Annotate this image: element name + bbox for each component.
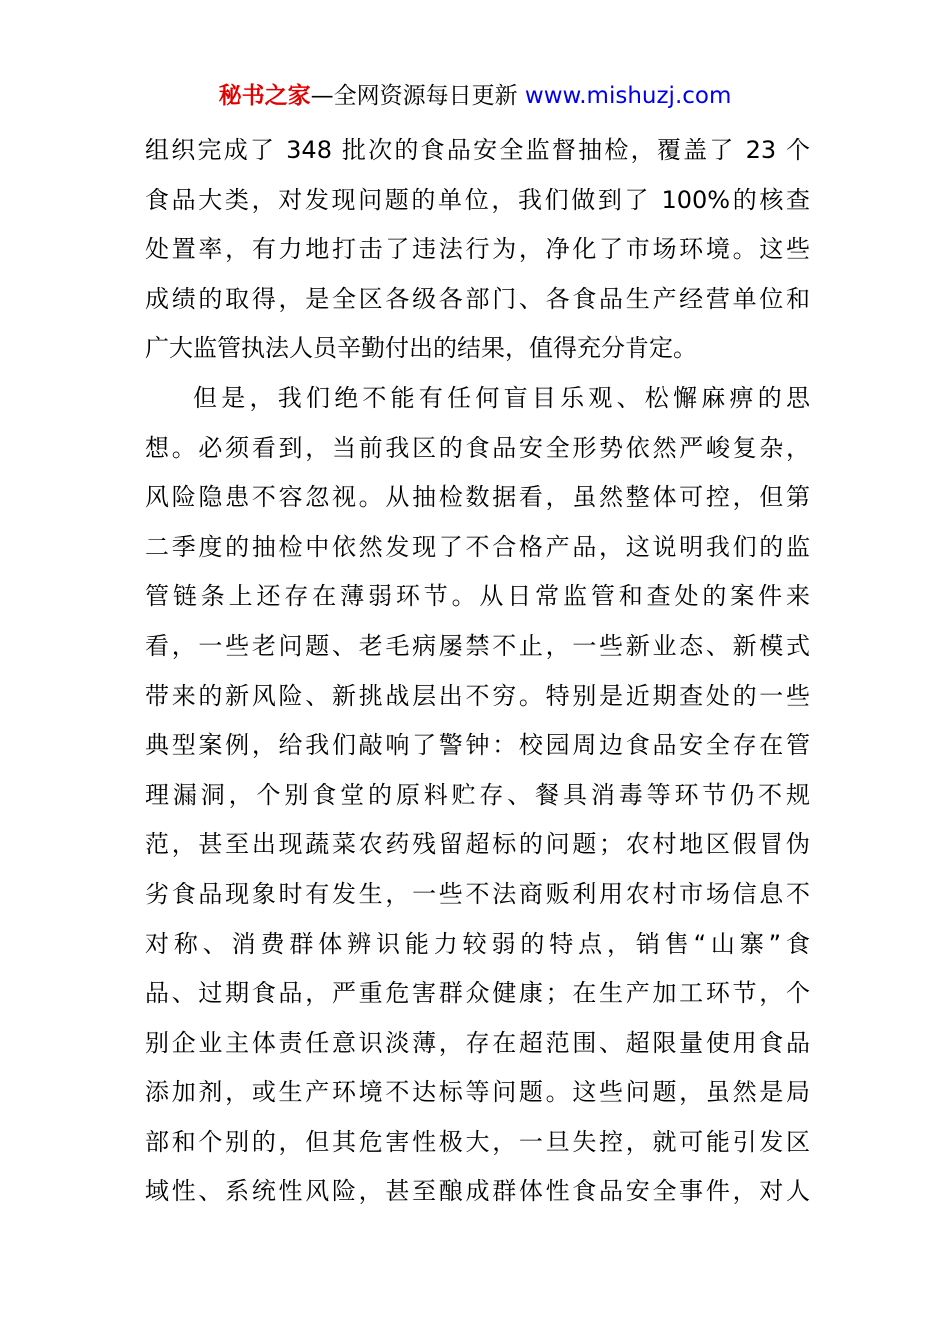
paragraph-2 bbox=[145, 374, 810, 1217]
text-line: 但是，我们绝不能有任何盲目乐观、松懈麻痹的思 bbox=[193, 383, 810, 412]
text-line: 理漏洞，个别食堂的原料贮存、餐具消毒等环节仍不规 bbox=[145, 780, 810, 809]
text-line: 部和个别的，但其危害性极大，一旦失控，就可能引发区 bbox=[145, 1127, 810, 1156]
text-line: 劣食品现象时有发生，一些不法商贩利用农村市场信息不 bbox=[145, 879, 810, 908]
text-line: 域性、系统性风险，甚至酿成群体性食品安全事件，对人 bbox=[145, 1177, 810, 1206]
paragraph-1 bbox=[145, 126, 810, 374]
text-line: 对称、消费群体辨识能力较弱的特点，销售“山寨”食 bbox=[145, 929, 810, 958]
text-line: 看，一些老问题、老毛病屡禁不止，一些新业态、新模式 bbox=[145, 631, 810, 660]
brand-name: 秘书之家 bbox=[218, 83, 311, 109]
text-line: 广大监管执法人员辛勤付出的结果，值得充分肯定。 bbox=[145, 334, 697, 363]
text-line: 处置率，有力地打击了违法行为，净化了市场环境。这些 bbox=[145, 235, 810, 264]
text-line: 别企业主体责任意识淡薄，存在超范围、超限量使用食品 bbox=[145, 1028, 810, 1057]
text-line: 管链条上还存在薄弱环节。从日常监管和查处的案件来 bbox=[145, 582, 810, 611]
text-line: 成绩的取得，是全区各级各部门、各食品生产经营单位和 bbox=[145, 284, 810, 313]
text-line: 范，甚至出现蔬菜农药残留超标的问题；农村地区假冒伪 bbox=[145, 830, 810, 859]
text-line: 组织完成了 348 批次的食品安全监督抽检，覆盖了 23 个 bbox=[145, 136, 810, 164]
text-line: 典型案例，给我们敲响了警钟：校园周边食品安全存在管 bbox=[145, 731, 810, 760]
text-line: 添加剂，或生产环境不达标等问题。这些问题，虽然是局 bbox=[145, 1078, 810, 1107]
text-line: 品、过期食品，严重危害群众健康；在生产加工环节，个 bbox=[145, 979, 810, 1008]
text-line: 带来的新风险、新挑战层出不穷。特别是近期查处的一些 bbox=[145, 681, 810, 710]
site-header bbox=[0, 80, 950, 112]
header-tagline: —全网资源每日更新 bbox=[310, 83, 518, 109]
text-line: 想。必须看到，当前我区的食品安全形势依然严峻复杂， bbox=[145, 433, 810, 462]
body-text bbox=[145, 126, 810, 1217]
text-line: 食品大类，对发现问题的单位，我们做到了 100%的核查 bbox=[145, 185, 810, 214]
text-line: 二季度的抽检中依然发现了不合格产品，这说明我们的监 bbox=[145, 532, 810, 561]
text-line: 风险隐患不容忽视。从抽检数据看，虽然整体可控，但第 bbox=[145, 483, 810, 512]
site-url[interactable]: www.mishuzj.com bbox=[524, 83, 732, 109]
